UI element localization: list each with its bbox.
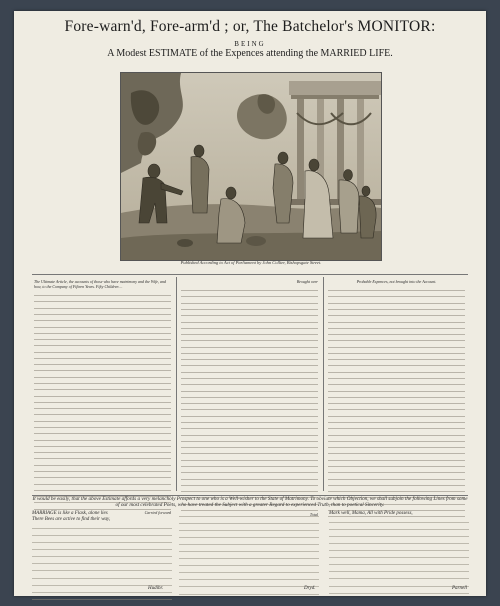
column-heading: Brought over <box>296 279 318 284</box>
page-subtitle: A Modest ESTIMATE of the Expences attending the MARRIED LIFE. <box>107 48 393 59</box>
column-divider <box>176 277 177 491</box>
engraving-illustration <box>120 72 382 261</box>
poem-introduction: It would be easily, that the above Estimate affords a very melancholy Prospect to one who is a Well-wisher to the State of Matrimony. To obviate which Objection, we shall subjoin the following Lines from some of our most celebrated Poets, who have treated the Subject with a greater Regard to experienced Truth, than to poetical Sincerity. <box>32 496 468 508</box>
estimate-column-3 <box>328 279 465 491</box>
column-heading: Probable Expences, not brought into the Account. <box>356 279 437 284</box>
poem-attribution: Dryd. <box>304 586 316 591</box>
poem-middle <box>179 511 319 596</box>
column-divider <box>323 277 324 491</box>
poem-line: MARRIAGE is like a Flask, alone lies <box>32 511 108 516</box>
page-title: Fore-warn'd, Fore-arm'd ; or, The Batchelor's MONITOR: <box>64 18 436 35</box>
column-text-lines <box>34 291 171 510</box>
estimate-column-2 <box>181 279 318 517</box>
engraving-scene <box>121 73 381 260</box>
column-text-lines <box>181 286 318 511</box>
poem-line: Mark well, Mama, All with Pride possess, <box>329 511 413 516</box>
poem-line: There Bees are active to find their way, <box>32 517 111 523</box>
poem-attribution: Parnell <box>452 586 467 591</box>
being-caption: BEING <box>234 40 266 48</box>
engraving-imprint: Published According to Act of Parliament by John Collier, Bishopsgate Street. <box>180 260 322 265</box>
column-text-lines <box>328 286 465 518</box>
poem-attribution: Hudibr. <box>148 586 164 591</box>
carried-forward-label: Carried forward <box>144 510 171 516</box>
broadside-sheet <box>14 11 486 596</box>
column-heading: The Ultimate Article, the accounts of those who have matrimony and the Wife, and how, to the Company of Fifteen Years. Fifty Children ... <box>34 279 167 289</box>
total-label: Total <box>309 511 318 517</box>
poem-right <box>329 511 469 595</box>
